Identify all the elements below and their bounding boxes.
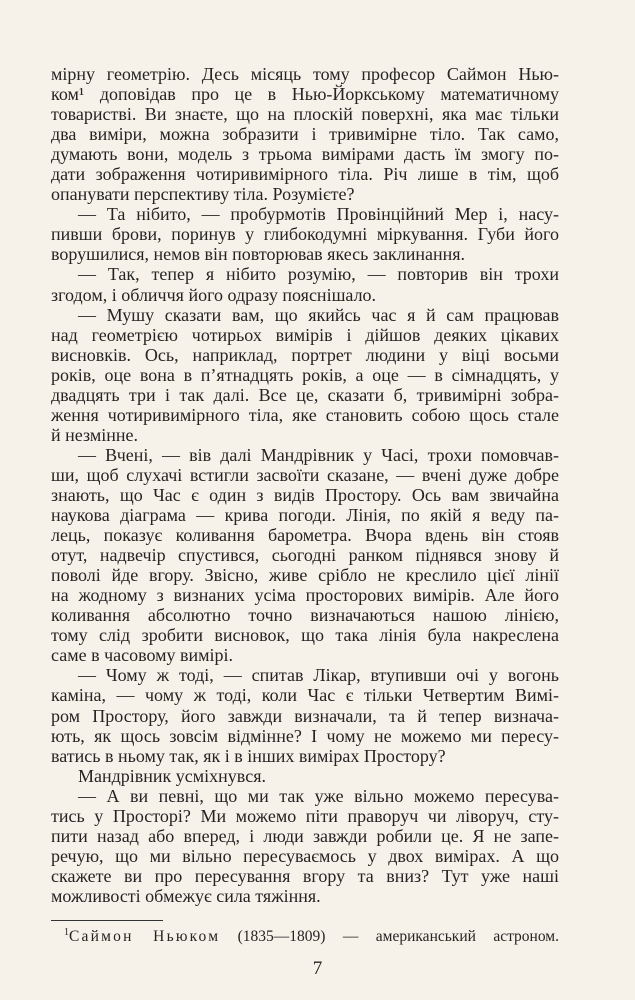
text-line: й незмінне.	[51, 424, 138, 445]
text-line: скажете ви про пересування вгору та вниз? Тут уже наші	[51, 865, 559, 886]
body-text	[51, 64, 559, 906]
text-line: — Та нібито, — пробурмотів Провінційний Мер і, насу-	[78, 204, 559, 225]
paragraph	[51, 204, 559, 264]
text-line: на жодному з визнаних усіма просторових вимірів. Але його	[51, 585, 559, 606]
paragraph	[51, 264, 559, 304]
page-number: 7	[312, 958, 323, 979]
text-line: Мандрівник усміхнувся.	[78, 765, 266, 786]
text-line: — Вчені, — вів далі Мандрівник у Часі, трохи помовчав-	[78, 444, 559, 465]
footnote-name: Саймон Ньюком	[69, 928, 221, 945]
text-line: товаристві. Ви знаєте, що на плоскій поверхні, яка має тільки	[51, 104, 559, 125]
text-line: опанувати перспективу тіла. Розумієте?	[51, 184, 355, 205]
text-line: лець, показує коливання барометра. Вчора вдень він стояв	[51, 525, 559, 546]
text-line: отут, надвечір спустився, сьогодні ранком піднявся знову й	[51, 545, 559, 566]
text-line: ватись в ньому так, як і в інших вимірах Простору?	[51, 745, 446, 766]
text-line: згодом, і обличчя його одразу пояснішало.	[51, 284, 377, 305]
text-line: ком¹ доповідав про це в Нью-Йоркському математичному	[51, 84, 559, 105]
text-line: ши, щоб слухачі встигли засвоїти сказане, — вчені дуже добре	[51, 464, 559, 485]
text-line: саме в часовому вимірі.	[51, 645, 234, 666]
footnote-divider	[51, 920, 163, 921]
footnote-marker: 1	[64, 927, 69, 938]
text-line: мірну геометрію. Десь місяць тому професор Саймон Нью-	[51, 64, 559, 84]
text-line: пити назад або вперед, і люди завжди робили це. Я не запе-	[51, 825, 559, 846]
text-line: — А ви певні, що ми так уже вільно можемо пересува-	[78, 785, 559, 806]
text-line: — Так, тепер я нібито розумію, — повторив він трохи	[78, 264, 559, 285]
footnote	[64, 928, 559, 946]
text-line: років, оце вона в п’ятнадцять років, а оце — в сімнадцять, у	[51, 364, 559, 385]
text-line: думають вони, модель з трьома вимірами дасть їм змогу по-	[51, 144, 559, 165]
text-line: тому слід зробити висновок, що така лінія була накреслена	[51, 625, 559, 646]
text-line: можливості обмежує сила тяжіння.	[51, 885, 321, 906]
text-line: каміна, — чому ж тоді, коли Час є тільки Четвертим Вимі-	[51, 685, 559, 706]
text-line: тись у Просторі? Ми можемо піти праворуч чи ліворуч, сту-	[51, 805, 559, 826]
text-line: висновків. Ось, наприклад, портрет людини у віці восьми	[51, 344, 559, 365]
text-line: речую, що ми вільно пересуваємось у двох вимірах. А що	[51, 845, 559, 866]
paragraph	[51, 786, 559, 906]
text-line: над геометрією чотирьох вимірів і дійшов деяких цікавих	[51, 324, 559, 345]
paragraph	[51, 766, 559, 786]
text-line: — Мушу сказати вам, що якийсь час я й сам працював	[78, 304, 559, 325]
text-line: пивши брови, поринув у глибокодумні міркування. Губи його	[51, 224, 559, 245]
footnote-text: (1835—1809) — американський астроном.	[237, 928, 559, 945]
text-line: поволі йде вгору. Звісно, живе срібло не креслило цієї лінії	[51, 565, 559, 586]
text-line: наукова діаграма — крива погоди. Лінія, по якій я веду па-	[51, 505, 559, 526]
text-line: ження чотиривимірного тіла, яке становить собою щось стале	[51, 404, 559, 425]
paragraph	[51, 305, 559, 445]
text-line: ром Простору, його завжди визначали, та й тепер визнача-	[51, 705, 559, 726]
text-line: ють, як щось зовсім відмінне? І чому не можемо ми пересу-	[51, 725, 559, 746]
text-line: коливання абсолютно точно визначаються нашою лінією,	[51, 605, 559, 626]
text-line: знають, що Час є один з видів Простору. Ось вам звичайна	[51, 484, 559, 505]
text-line: два виміри, можна зобразити і тривимірне тіло. Так само,	[51, 124, 559, 145]
text-line: дати зображення чотиривимірного тіла. Річ лише в тім, щоб	[51, 164, 559, 185]
text-line: ворушилися, немов він повторював якесь заклинання.	[51, 244, 466, 265]
paragraph	[51, 64, 559, 204]
paragraph	[51, 665, 559, 765]
text-line: двадцять три і так далі. Все це, сказати б, тривимірні зобра-	[51, 384, 559, 405]
paragraph	[51, 445, 559, 666]
text-line: — Чому ж тоді, — спитав Лікар, втупивши очі у вогонь	[78, 665, 559, 686]
